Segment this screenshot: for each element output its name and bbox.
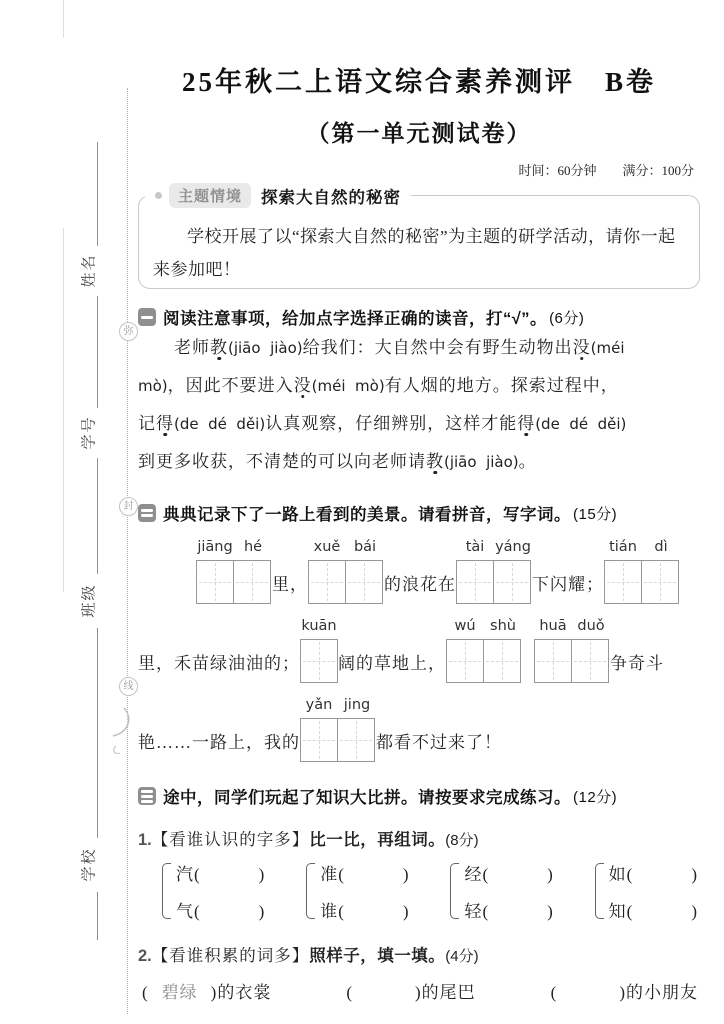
pinyin-labels xyxy=(604,539,680,560)
close-paren: ) xyxy=(547,902,554,921)
exam-subtitle: （第一单元测试卷） xyxy=(306,121,532,146)
section-one-icon xyxy=(138,308,156,326)
open-paren: ( xyxy=(194,902,201,921)
close-paren: ) xyxy=(258,865,266,884)
pinyin-label: jing xyxy=(343,697,371,713)
open-paren: ( xyxy=(626,902,634,921)
icon-bar xyxy=(141,800,153,803)
row-text: 里，禾苗绿油油的； xyxy=(138,654,300,673)
icon-bar xyxy=(141,795,153,798)
close-paren: ) xyxy=(258,902,266,921)
section-1-passage xyxy=(138,329,700,481)
pinyin-label: hé xyxy=(243,539,263,555)
close-paren: ) xyxy=(210,983,218,1002)
pinyin-row xyxy=(138,539,700,604)
pinyin-label: kuān xyxy=(301,618,337,634)
passage-text: 有人烟的地方。探索过程中， xyxy=(384,376,619,395)
close-paren: ) xyxy=(691,865,698,884)
section-two-icon xyxy=(138,504,156,522)
pinyin-label: wú xyxy=(454,618,476,634)
dotted-character: 教 xyxy=(426,452,444,471)
passage-line xyxy=(138,329,700,367)
name-blank-line xyxy=(97,142,98,246)
word-pair-lines xyxy=(176,860,265,922)
passage-text: ，因此不要进入 xyxy=(167,376,294,395)
row-text: 下闪耀； xyxy=(532,575,604,594)
writing-box xyxy=(456,560,494,604)
fill-suffix: 的小朋友 xyxy=(626,983,698,1002)
passage-line xyxy=(138,405,700,443)
passage-line xyxy=(138,367,700,405)
pinyin-box-group xyxy=(308,539,384,604)
school-blank-line xyxy=(97,628,98,838)
section-three-icon xyxy=(138,787,156,805)
pinyin-option: (de dé děi) xyxy=(535,415,627,433)
open-paren: ( xyxy=(346,983,353,1002)
pinyin-labels xyxy=(300,618,338,639)
pinyin-box-group xyxy=(604,539,680,604)
word-pair-lines xyxy=(609,860,698,922)
pinyin-labels xyxy=(446,618,522,639)
exam-content-column xyxy=(138,0,700,1003)
writing-box xyxy=(571,639,609,683)
brace-icon xyxy=(162,863,171,919)
pinyin-box-group xyxy=(300,697,376,762)
open-paren: ( xyxy=(194,865,201,884)
pinyin-row xyxy=(138,618,700,683)
pinyin-box-group xyxy=(446,618,522,683)
section-1-score: (6分) xyxy=(549,309,585,327)
writing-box xyxy=(483,639,521,683)
brace-icon xyxy=(450,863,459,919)
pair-character: 经 xyxy=(464,865,483,884)
writing-boxes xyxy=(604,560,680,604)
pinyin-label: tián xyxy=(609,539,637,555)
theme-box xyxy=(138,188,700,289)
passage-text: 给我们：大自然中会有野生动物出 xyxy=(302,338,573,357)
question-2-title: 照样子，填一填。 xyxy=(309,947,446,965)
page-edge-line xyxy=(63,228,64,592)
section-2-heading xyxy=(138,501,700,525)
row-text: 里， xyxy=(272,575,308,594)
pair-character: 轻 xyxy=(464,902,483,921)
writing-box xyxy=(446,639,484,683)
pinyin-label: yǎn xyxy=(305,697,333,713)
pinyin-box-group xyxy=(196,539,272,604)
row-text: 阔的草地上， xyxy=(338,654,446,673)
word-pair-line xyxy=(464,860,553,885)
writing-box xyxy=(534,639,572,683)
word-pair-lines xyxy=(464,860,553,922)
class-blank-line xyxy=(97,458,98,574)
open-paren: ( xyxy=(142,983,149,1002)
close-paren: ) xyxy=(402,902,410,921)
row-text: 艳……一路上，我的 xyxy=(138,733,300,752)
icon-bar xyxy=(141,790,153,793)
word-pair-group xyxy=(306,860,409,922)
example-answer: 碧绿 xyxy=(161,983,198,1002)
question-1-title: 比一比，再组词。 xyxy=(309,831,446,849)
pinyin-label: dì xyxy=(654,539,668,555)
word-pair-group xyxy=(450,860,553,922)
question-1-heading xyxy=(138,826,700,850)
pair-character: 知 xyxy=(608,902,627,921)
close-paren: ) xyxy=(415,983,422,1002)
pinyin-label: xuě xyxy=(313,539,341,555)
section-1-title: 阅读注意事项，给加点字选择正确的读音，打“√”。 xyxy=(163,310,548,328)
stray-pen-mark xyxy=(100,702,134,760)
seal-char-badge: 封 xyxy=(119,497,138,516)
pinyin-option: (de dé děi) xyxy=(174,415,266,433)
writing-boxes xyxy=(196,560,272,604)
rail-label-class: 班级 xyxy=(81,583,98,618)
theme-intro-text: 学校开展了以“探索大自然的秘密”为主题的研学活动，请你一起来参加吧！ xyxy=(153,227,676,279)
pinyin-option: (méi xyxy=(590,339,625,357)
pinyin-label: huā xyxy=(539,618,567,634)
pair-character: 汽 xyxy=(176,865,194,884)
writing-box xyxy=(493,560,531,604)
word-pair-lines xyxy=(320,860,409,922)
writing-boxes xyxy=(300,639,338,683)
passage-text: 老师 xyxy=(174,338,210,357)
fill-suffix: 的尾巴 xyxy=(421,983,476,1002)
pinyin-option: (méi mò) xyxy=(311,377,385,395)
brace-icon xyxy=(595,863,604,919)
close-paren: ) xyxy=(402,865,410,884)
pinyin-option: mò) xyxy=(138,377,168,395)
section-2-score: (15分) xyxy=(573,505,618,523)
word-pair-line xyxy=(176,860,265,885)
pinyin-box-group xyxy=(456,539,532,604)
row-text: 都看不过来了！ xyxy=(376,733,502,752)
icon-bar xyxy=(141,509,153,512)
pinyin-labels xyxy=(300,697,376,718)
writing-boxes xyxy=(446,639,522,683)
pinyin-label: jiāng xyxy=(197,539,233,555)
seal-char-badge: 弥 xyxy=(119,322,138,341)
pair-character: 准 xyxy=(320,865,339,884)
fill-suffix: 的衣裳 xyxy=(217,983,272,1002)
theme-box-header xyxy=(145,183,411,208)
word-pair-line xyxy=(609,897,698,922)
word-pair-line xyxy=(320,860,409,885)
dotted-character: 没 xyxy=(293,376,312,395)
pinyin-label: bái xyxy=(353,539,377,555)
word-pair-group xyxy=(162,860,265,922)
pair-character: 气 xyxy=(176,902,194,921)
pinyin-row xyxy=(138,697,700,762)
open-paren: ( xyxy=(482,902,490,921)
rail-label-school: 学校 xyxy=(81,847,98,882)
brace-icon xyxy=(306,863,315,919)
open-paren: ( xyxy=(338,865,345,884)
seal-dotted-line xyxy=(127,88,128,1014)
rail-label-student-no: 学号 xyxy=(81,415,98,450)
question-1-number: 1. xyxy=(138,831,152,849)
pair-character: 如 xyxy=(608,865,627,884)
fill-blank-item xyxy=(142,978,271,1003)
passage-text: 。 xyxy=(518,452,537,471)
writing-boxes xyxy=(534,639,610,683)
pinyin-labels xyxy=(456,539,532,560)
passage-text: 认真观察，仔细辨别，这样才能 xyxy=(265,414,518,433)
writing-box xyxy=(604,560,642,604)
section-3-title: 途中，同学们玩起了知识大比拼。请按要求完成练习。 xyxy=(163,789,571,807)
open-paren: ( xyxy=(550,983,558,1002)
pinyin-label: shù xyxy=(490,618,516,634)
word-pair-line xyxy=(609,860,698,885)
row-text: 争奇斗 xyxy=(610,654,664,673)
pinyin-option: (jiāo jiào) xyxy=(228,339,303,357)
writing-box xyxy=(337,718,375,762)
theme-badge: 主题情境 xyxy=(169,183,251,208)
open-paren: ( xyxy=(482,865,490,884)
bullet-dot-icon xyxy=(155,192,162,199)
page-edge-line xyxy=(63,0,64,38)
passage-line xyxy=(138,443,700,481)
rail-label-name: 姓名 xyxy=(81,253,98,288)
close-paren: ) xyxy=(691,902,698,921)
section-2-title: 典典记录下了一路上看到的美景。请看拼音，写字词。 xyxy=(163,506,571,524)
word-pair-group xyxy=(595,860,698,922)
fill-blank-item xyxy=(346,978,475,1003)
fill-blank-item xyxy=(551,978,698,1003)
icon-bar xyxy=(141,514,153,517)
icon-bar xyxy=(141,316,153,319)
passage-text: 记 xyxy=(138,414,156,433)
question-2-number: 2. xyxy=(138,947,152,965)
close-paren: ) xyxy=(619,983,626,1002)
writing-boxes xyxy=(300,718,376,762)
pinyin-option: (jiāo jiào) xyxy=(444,453,519,471)
pinyin-label: duǒ xyxy=(577,618,605,634)
question-2-score: (4分) xyxy=(445,948,479,965)
pinyin-labels xyxy=(308,539,384,560)
writing-box xyxy=(233,560,271,604)
dotted-character: 得 xyxy=(156,414,174,433)
writing-box xyxy=(196,560,234,604)
dotted-character: 没 xyxy=(572,338,591,357)
close-paren: ) xyxy=(547,865,554,884)
pinyin-labels xyxy=(534,618,610,639)
writing-box xyxy=(308,560,346,604)
question-1-score: (8分) xyxy=(445,832,479,849)
row-text: 的浪花在 xyxy=(384,575,456,594)
dotted-character: 得 xyxy=(517,414,536,433)
passage-text: 到更多收获，不清楚的可以向老师请 xyxy=(138,452,426,471)
open-paren: ( xyxy=(338,902,345,921)
question-2-heading xyxy=(138,942,700,966)
writing-boxes xyxy=(456,560,532,604)
writing-box xyxy=(300,718,338,762)
word-pair-line xyxy=(320,897,409,922)
pinyin-labels xyxy=(196,539,272,560)
word-pair-exercise xyxy=(138,860,700,922)
writing-boxes xyxy=(308,560,384,604)
word-pair-line xyxy=(464,897,553,922)
theme-title: 探索大自然的秘密 xyxy=(261,188,402,207)
word-pair-line xyxy=(176,897,265,922)
time-score-info: 时间：60分钟 满分：100分 xyxy=(518,163,694,178)
page-title: 25年秋二上语文综合素养测评 B卷 xyxy=(181,67,656,97)
writing-box xyxy=(641,560,679,604)
section-3-score: (12分) xyxy=(573,788,618,806)
pinyin-box-group xyxy=(534,618,610,683)
pair-character: 谁 xyxy=(320,902,339,921)
question-1-tag: 【看谁认识的字多】 xyxy=(151,830,310,849)
question-2-tag: 【看谁积累的词多】 xyxy=(151,946,310,965)
pinyin-label: tài xyxy=(465,539,485,555)
section-2-pinyin-exercise xyxy=(138,539,700,762)
dotted-character: 教 xyxy=(210,338,228,357)
writing-box xyxy=(300,639,338,683)
section-1-heading xyxy=(138,305,700,329)
rail-blank-line xyxy=(97,892,98,940)
open-paren: ( xyxy=(626,865,634,884)
pinyin-box-group xyxy=(300,618,338,683)
writing-box xyxy=(345,560,383,604)
seal-char-badge: 线 xyxy=(119,677,138,696)
section-3-heading xyxy=(138,784,700,808)
student-no-blank-line xyxy=(97,296,98,408)
pinyin-label: yáng xyxy=(495,539,531,555)
fill-blank-exercise xyxy=(138,978,700,1003)
